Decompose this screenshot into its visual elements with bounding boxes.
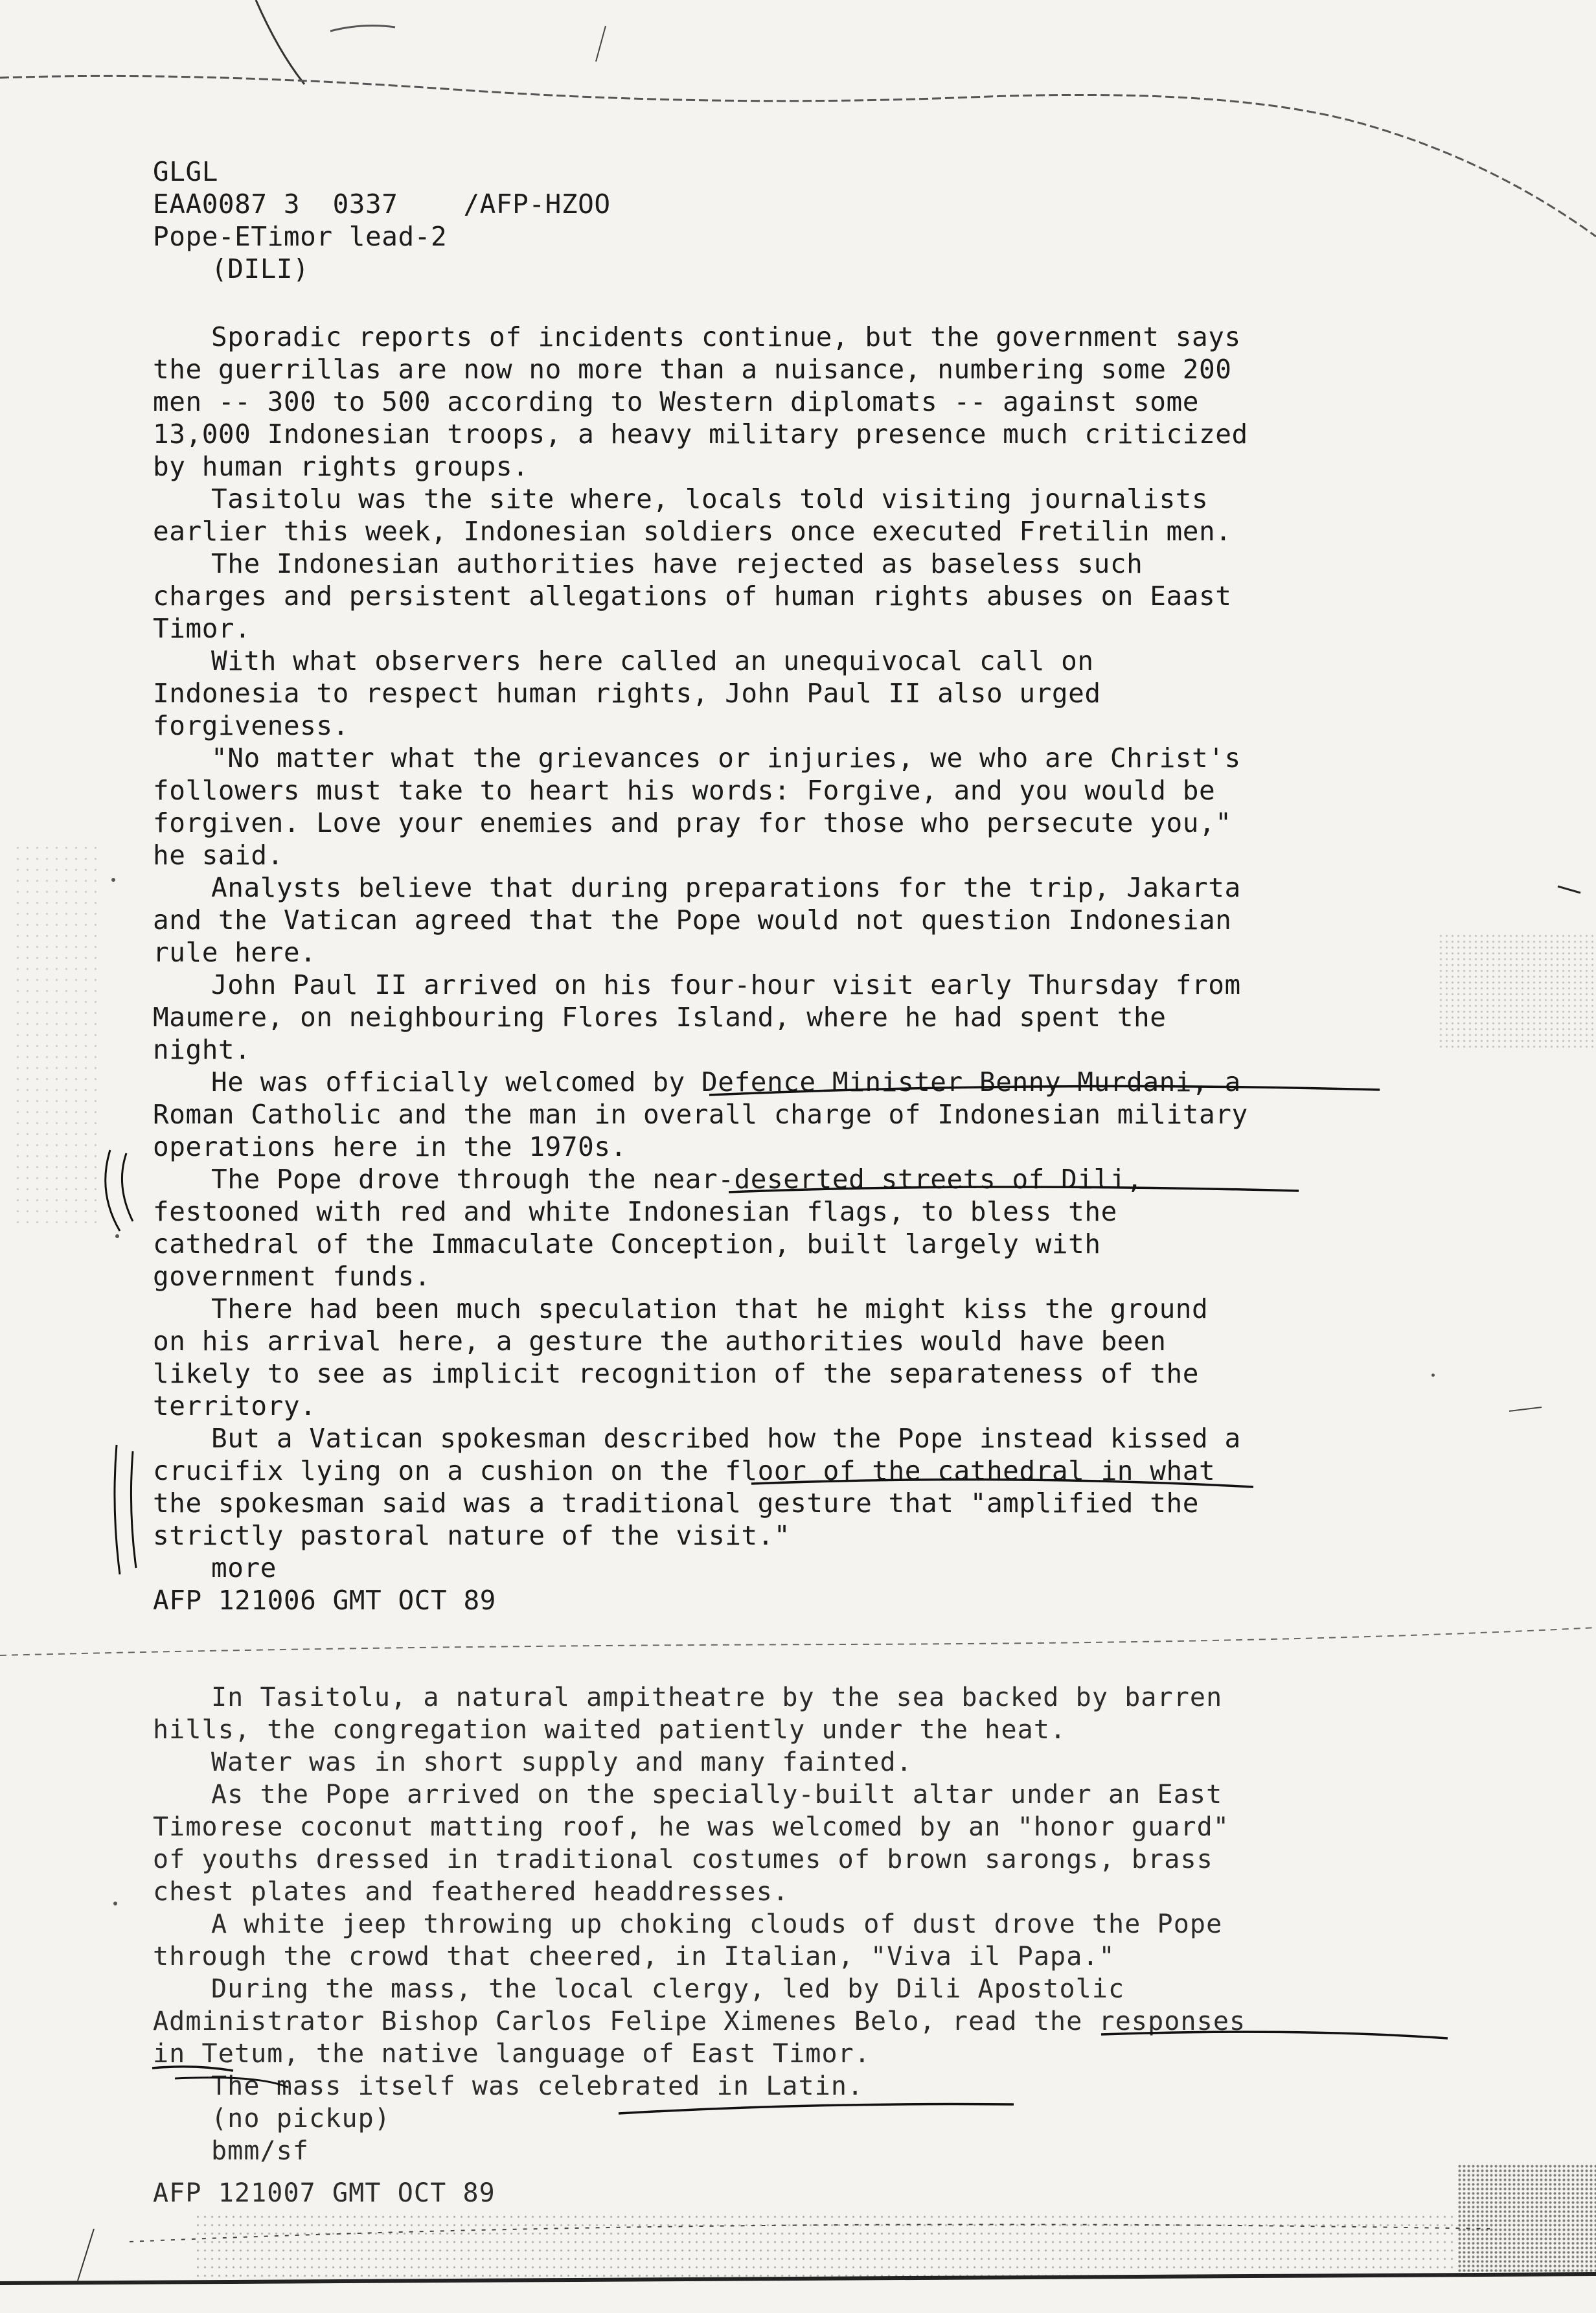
story2-line: (no pickup) <box>211 2104 391 2134</box>
speck <box>115 1234 119 1238</box>
margin-bracket <box>106 1150 120 1231</box>
story1-line: There had been much speculation that he might kiss the ground <box>211 1293 1209 1324</box>
story1-line: territory. <box>153 1390 317 1421</box>
margin-line <box>115 1445 120 1574</box>
scan-noise-right <box>1438 933 1593 1050</box>
story2-line: As the Pope arrived on the specially-built altar under an East <box>211 1780 1223 1810</box>
scan-noise-bottom-right <box>1457 2164 1596 2274</box>
story2-line: Water was in short supply and many fainted. <box>211 1747 913 1777</box>
story2-line: Administrator Bishop Carlos Felipe Ximenes Belo, read the responses <box>153 2007 1246 2036</box>
story1-line: John Paul II arrived on his four-hour visit early Thursday from <box>211 969 1241 1000</box>
speck <box>113 1902 117 1905</box>
story1-line: the guerrillas are now no more than a nuisance, numbering some 200 <box>153 354 1232 385</box>
story1-line: forgiven. Love your enemies and pray for those who persecute you," <box>153 807 1232 838</box>
story1-signoff: AFP 121006 GMT OCT 89 <box>153 1585 496 1616</box>
story2-line: Timorese coconut matting roof, he was welcomed by an "honor guard" <box>153 1812 1230 1842</box>
story1-line: Timor. <box>153 613 251 644</box>
margin-line <box>131 1451 136 1568</box>
story1-line: on his arrival here, a gesture the authorities would have been <box>153 1326 1167 1357</box>
story1-line: by human rights groups. <box>153 451 529 482</box>
story1-line: The Indonesian authorities have rejected as baseless such <box>211 548 1143 579</box>
story1-line: Roman Catholic and the man in overall charge of Indonesian military <box>153 1099 1248 1130</box>
header-line-2: EAA0087 3 0337 /AFP-HZOO <box>153 189 611 220</box>
story2-line: A white jeep throwing up choking clouds of dust drove the Pope <box>211 1909 1223 1939</box>
underline-mark <box>619 2104 1014 2113</box>
story1-line: The Pope drove through the near-deserted streets of Dili, <box>211 1164 1143 1195</box>
header-line-1: GLGL <box>153 156 218 187</box>
story1-more: more <box>211 1552 277 1583</box>
story2-line: in Tetum, the native language of East Timor. <box>153 2039 871 2069</box>
story1-line: With what observers here called an unequivocal call on <box>211 645 1094 676</box>
story1-line: rule here. <box>153 937 317 968</box>
story1-line: festooned with red and white Indonesian flags, to bless the <box>153 1196 1117 1227</box>
story2-line: During the mass, the local clergy, led by Dili Apostolic <box>211 1974 1125 2004</box>
story1-line: forgiveness. <box>153 710 349 741</box>
story1-line: But a Vatican spokesman described how the Pope instead kissed a <box>211 1423 1241 1454</box>
story1-line: He was officially welcomed by Defence Minister Benny Murdani, a <box>211 1066 1241 1098</box>
speck <box>111 878 115 882</box>
story2-signoff: AFP 121007 GMT OCT 89 <box>153 2178 496 2208</box>
story1-line: Sporadic reports of incidents continue, but the government says <box>211 321 1241 352</box>
margin-bracket <box>122 1153 133 1221</box>
story1-line: cathedral of the Immaculate Conception, built largely with <box>153 1228 1101 1260</box>
header-line-3: Pope-ETimor lead-2 <box>153 221 448 252</box>
story1-line: operations here in the 1970s. <box>153 1131 627 1162</box>
story2-line: chest plates and feathered headdresses. <box>153 1877 790 1907</box>
story1-line: charges and persistent allegations of human rights abuses on Eaast <box>153 581 1232 612</box>
story1-line: "No matter what the grievances or injuries, we who are Christ's <box>211 742 1241 774</box>
story1-line: the spokesman said was a traditional gesture that "amplified the <box>153 1488 1199 1519</box>
scan-noise-left <box>13 842 104 1231</box>
scan-noise-bottom <box>194 2213 1457 2277</box>
story1-line: government funds. <box>153 1261 431 1292</box>
story1-line: Maumere, on neighbouring Flores Island, where he had spent the <box>153 1002 1167 1033</box>
story1-line: likely to see as implicit recognition of the separateness of the <box>153 1358 1199 1389</box>
story1-line: men -- 300 to 500 according to Western diplomats -- against some <box>153 386 1199 417</box>
story2-line: In Tasitolu, a natural ampitheatre by the sea backed by barren <box>211 1683 1223 1712</box>
story1-line: strictly pastoral nature of the visit." <box>153 1520 791 1551</box>
story1-line: Analysts believe that during preparations for the trip, Jakarta <box>211 872 1241 903</box>
story1-line: and the Vatican agreed that the Pope would not question Indonesian <box>153 904 1232 936</box>
story1-line: night. <box>153 1034 251 1065</box>
story1-line: 13,000 Indonesian troops, a heavy military presence much criticized <box>153 419 1248 450</box>
story2-line: bmm/sf <box>211 2136 310 2166</box>
story1-line: Indonesia to respect human rights, John Paul II also urged <box>153 678 1101 709</box>
story1-line: Tasitolu was the site where, locals told visiting journalists <box>211 483 1209 514</box>
speck <box>1431 1374 1435 1377</box>
story1-line: crucifix lying on a cushion on the floor of the cathedral in what <box>153 1455 1216 1486</box>
story2-line: of youths dressed in traditional costumes of brown sarongs, brass <box>153 1845 1213 1874</box>
story2-line: through the crowd that cheered, in Italian, "Viva il Papa." <box>153 1942 1115 1972</box>
story1-line: followers must take to heart his words: Forgive, and you would be <box>153 775 1216 806</box>
story1-line: he said. <box>153 840 284 871</box>
story1-line: earlier this week, Indonesian soldiers once executed Fretilin men. <box>153 516 1232 547</box>
story2-line: hills, the congregation waited patiently under the heat. <box>153 1715 1067 1745</box>
story2-line: The mass itself was celebrated in Latin. <box>211 2071 864 2101</box>
header-line-4: (DILI) <box>211 253 310 284</box>
